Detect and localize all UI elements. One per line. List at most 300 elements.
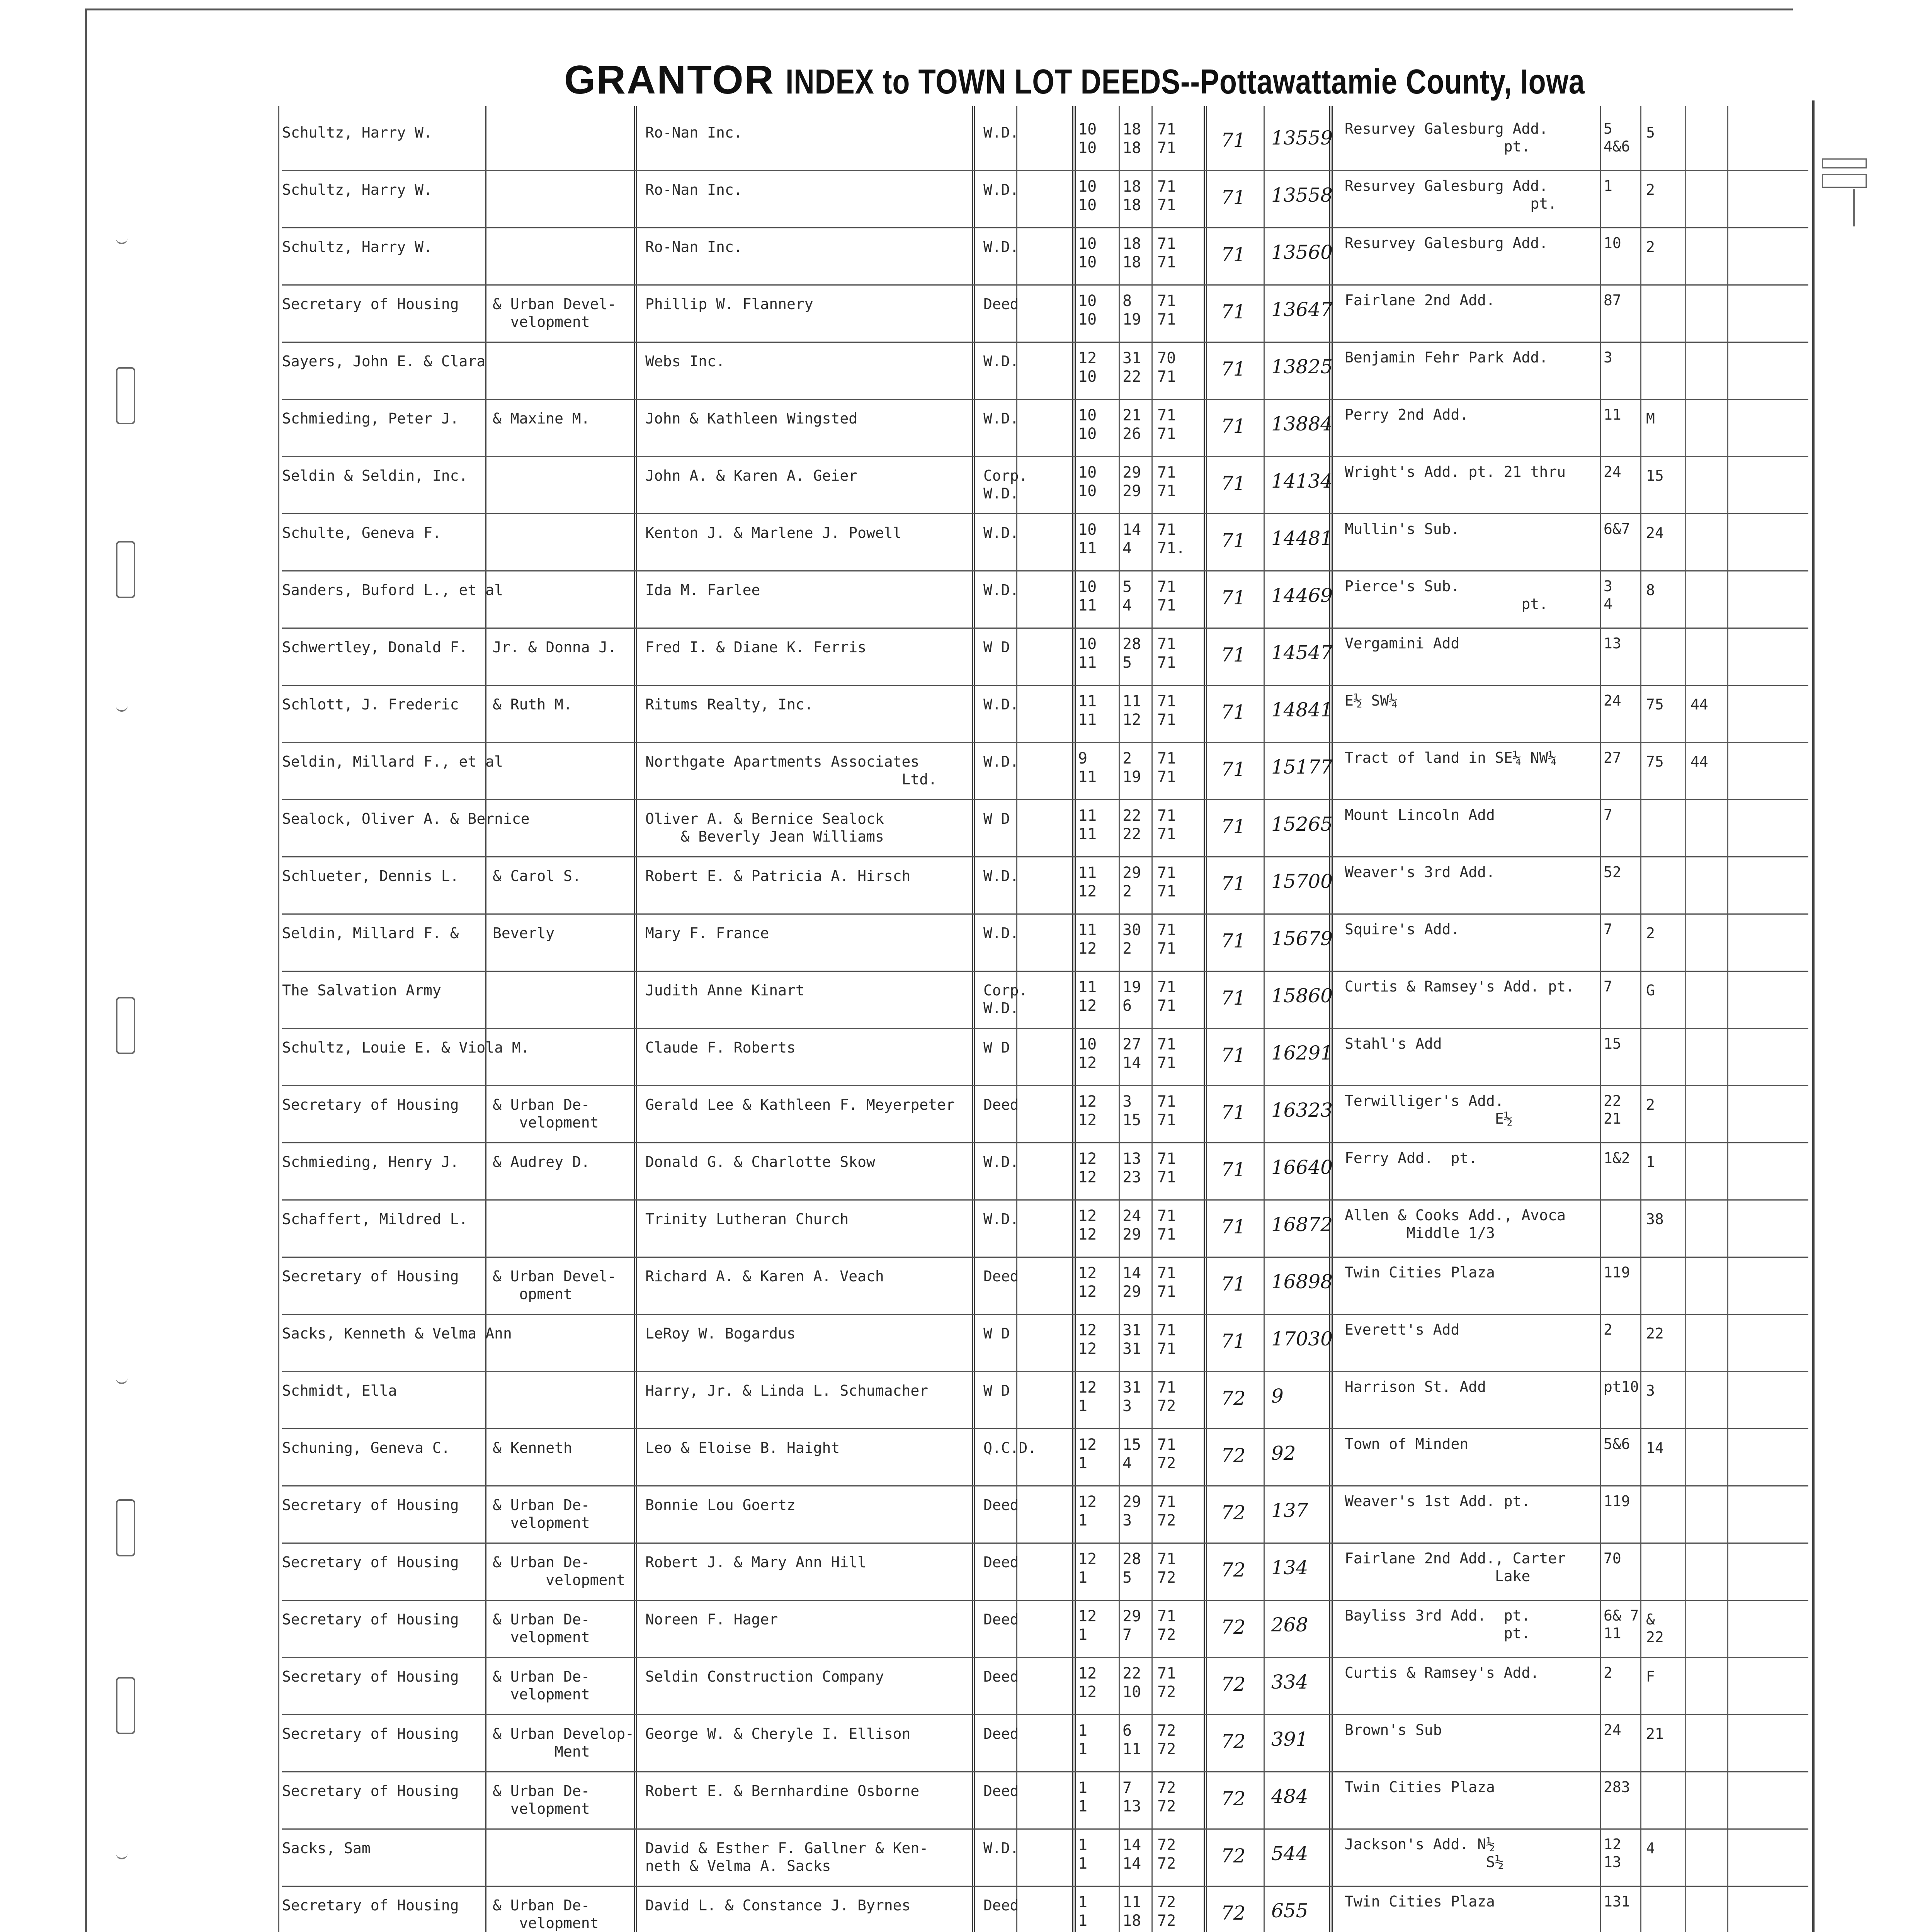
cell-m2: 10 — [1078, 139, 1097, 157]
cell-blk: G — [1646, 982, 1655, 999]
cell-lot: 3 — [1604, 349, 1612, 366]
binder-slot — [116, 1499, 135, 1556]
cell-grantee: Bonnie Lou Goertz — [645, 1497, 796, 1514]
cell-book: 71 — [1221, 1101, 1246, 1124]
cell-g1: Secretary of Housing — [282, 1897, 459, 1914]
cell-m1: 1 — [1078, 1779, 1088, 1797]
cell-book: 71 — [1221, 529, 1246, 552]
cell-d1: 29 — [1122, 1607, 1141, 1625]
row-divider — [282, 1142, 1808, 1143]
cell-d1: 31 — [1122, 1379, 1141, 1396]
cell-g1: Seldin, Millard F., et al — [282, 753, 503, 770]
cell-m1: 12 — [1078, 1150, 1097, 1168]
cell-grantee: Judith Anne Kinart — [645, 982, 804, 999]
cell-d1: 31 — [1122, 1321, 1141, 1339]
cell-lot: 1 — [1604, 177, 1612, 194]
row-divider — [282, 1657, 1808, 1658]
cell-grantee: Northgate Apartments Associates Ltd. — [645, 753, 937, 788]
cell-inst: W D — [983, 1382, 1010, 1399]
cell-m1: 10 — [1078, 1036, 1097, 1053]
cell-page: 16898 — [1271, 1270, 1333, 1293]
cell-g2: & Ruth M. — [493, 696, 572, 713]
row-divider — [282, 342, 1808, 343]
cell-sub: Stahl's Add — [1345, 1035, 1442, 1052]
cell-page: 15679 — [1271, 927, 1333, 950]
cell-y1: 71 — [1157, 578, 1176, 596]
cell-lot: pt10 — [1604, 1378, 1639, 1395]
table-row — [0, 230, 1932, 287]
cell-m1: 10 — [1078, 578, 1097, 596]
row-divider — [282, 456, 1808, 457]
cell-inst: Corp. W.D. — [983, 982, 1028, 1017]
cell-grantee: Noreen F. Hager — [645, 1611, 778, 1628]
cell-m2: 11 — [1078, 825, 1097, 843]
cell-m1: 11 — [1078, 921, 1097, 939]
cell-book: 71 — [1221, 186, 1246, 209]
cell-page: 16323 — [1271, 1099, 1333, 1121]
table-row — [0, 1031, 1932, 1088]
cell-g1: Schultz, Harry W. — [282, 238, 432, 255]
cell-blk: 1 — [1646, 1153, 1655, 1170]
cell-g1: Seldin & Seldin, Inc. — [282, 467, 468, 484]
cell-grantee: Seldin Construction Company — [645, 1668, 884, 1685]
cell-d1: 2 — [1122, 750, 1132, 767]
table-row — [0, 573, 1932, 631]
cell-sub: Town of Minden — [1345, 1435, 1469, 1452]
cell-d1: 28 — [1122, 1550, 1141, 1568]
cell-inst: Deed — [983, 1725, 1019, 1742]
row-divider — [282, 628, 1808, 629]
cell-m2: 1 — [1078, 1569, 1088, 1587]
cell-grantee: Claude F. Roberts — [645, 1039, 796, 1056]
cell-d2: 5 — [1122, 654, 1132, 672]
cell-lot: 131 — [1604, 1893, 1630, 1910]
cell-y1: 71 — [1157, 807, 1176, 825]
table-row — [0, 974, 1932, 1031]
cell-page: 17030 — [1271, 1328, 1333, 1350]
table-row — [0, 1374, 1932, 1431]
cell-blk: 22 — [1646, 1325, 1664, 1342]
cell-d1: 29 — [1122, 464, 1141, 481]
cell-page: 9 — [1271, 1385, 1284, 1407]
cell-g1: Seldin, Millard F. & — [282, 925, 459, 942]
table-row — [0, 345, 1932, 402]
cell-d2: 3 — [1122, 1512, 1132, 1529]
cell-d2: 3 — [1122, 1397, 1132, 1415]
cell-blk: 2 — [1646, 181, 1655, 198]
cell-y2: 71 — [1157, 768, 1176, 786]
cell-d1: 18 — [1122, 235, 1141, 253]
cell-grantee: Phillip W. Flannery — [645, 296, 813, 313]
cell-lot: 6&7 — [1604, 520, 1630, 537]
cell-m1: 12 — [1078, 1493, 1097, 1511]
cell-grantee: Trinity Lutheran Church — [645, 1211, 849, 1228]
cell-m2: 10 — [1078, 425, 1097, 443]
cell-d2: 22 — [1122, 825, 1141, 843]
cell-inst: W.D. — [983, 925, 1019, 942]
cell-inst: W.D. — [983, 582, 1019, 599]
cell-page: 334 — [1271, 1671, 1308, 1693]
table-row — [0, 459, 1932, 516]
cell-y2: 71 — [1157, 825, 1176, 843]
cell-sub: Curtis & Ramsey's Add. pt. — [1345, 978, 1575, 995]
row-divider — [282, 1371, 1808, 1372]
cell-sub: Perry 2nd Add. — [1345, 406, 1469, 423]
cell-sub: Resurvey Galesburg Add. — [1345, 235, 1548, 252]
binder-slot — [116, 367, 135, 424]
cell-d2: 18 — [1122, 139, 1141, 157]
row-divider — [282, 1771, 1808, 1772]
cell-d1: 22 — [1122, 807, 1141, 825]
cell-lot: 13 — [1604, 635, 1621, 652]
cell-d1: 14 — [1122, 1264, 1141, 1282]
cell-m2: 12 — [1078, 883, 1097, 900]
cell-lot: 24 — [1604, 692, 1621, 709]
cell-m2: 1 — [1078, 1454, 1088, 1472]
table-row — [0, 1317, 1932, 1374]
cell-grantee: Kenton J. & Marlene J. Powell — [645, 524, 902, 541]
cell-sub: Twin Cities Plaza — [1345, 1264, 1495, 1281]
table-row — [0, 1603, 1932, 1660]
cell-g2: & Maxine M. — [493, 410, 590, 427]
cell-g1: Sealock, Oliver A. & Bernice — [282, 810, 530, 827]
cell-m2: 1 — [1078, 1798, 1088, 1815]
cell-book: 71 — [1221, 872, 1246, 895]
cell-d1: 30 — [1122, 921, 1141, 939]
binder-slot — [116, 1677, 135, 1734]
cell-lot: 10 — [1604, 235, 1621, 252]
cell-inst: Deed — [983, 1611, 1019, 1628]
cell-d1: 5 — [1122, 578, 1132, 596]
cell-y1: 71 — [1157, 864, 1176, 882]
cell-book: 71 — [1221, 587, 1246, 609]
cell-lot: 12 13 — [1604, 1836, 1621, 1871]
cell-d1: 31 — [1122, 349, 1141, 367]
cell-sub: Mullin's Sub. — [1345, 520, 1460, 537]
cell-m2: 12 — [1078, 1226, 1097, 1243]
cell-page: 14547 — [1271, 641, 1333, 664]
cell-d2: 29 — [1122, 1226, 1141, 1243]
cell-grantee: Mary F. France — [645, 925, 769, 942]
cell-m2: 10 — [1078, 253, 1097, 271]
cell-d1: 7 — [1122, 1779, 1132, 1797]
row-divider — [282, 1257, 1808, 1258]
cell-d2: 19 — [1122, 311, 1141, 328]
cell-g2: & Urban Develop- Ment — [493, 1725, 634, 1760]
cell-inst: Deed — [983, 1897, 1019, 1914]
cell-g1: Schulte, Geneva F. — [282, 524, 441, 541]
cell-book: 72 — [1221, 1730, 1246, 1753]
cell-book: 71 — [1221, 415, 1246, 437]
cell-grantee: Donald G. & Charlotte Skow — [645, 1153, 875, 1170]
cell-d2: 6 — [1122, 997, 1132, 1015]
cell-d2: 10 — [1122, 1683, 1141, 1701]
table-row — [0, 173, 1932, 230]
cell-y2: 71 — [1157, 940, 1176, 957]
cell-page: 13559 — [1271, 127, 1333, 149]
table-row — [0, 802, 1932, 859]
cell-inst: W.D. — [983, 124, 1019, 141]
table-row — [0, 287, 1932, 345]
cell-d1: 15 — [1122, 1436, 1141, 1454]
cell-grantee: Robert E. & Patricia A. Hirsch — [645, 867, 911, 884]
cell-sub: Squire's Add. — [1345, 921, 1460, 938]
cell-y1: 71 — [1157, 978, 1176, 996]
cell-inst: W.D. — [983, 753, 1019, 770]
cell-lot: 1&2 — [1604, 1150, 1630, 1167]
cell-y1: 70 — [1157, 349, 1176, 367]
cell-y2: 71 — [1157, 311, 1176, 328]
cell-book: 72 — [1221, 1673, 1246, 1696]
row-divider — [282, 570, 1808, 571]
cell-g1: Schultz, Harry W. — [282, 124, 432, 141]
cell-d1: 27 — [1122, 1036, 1141, 1053]
cell-d2: 12 — [1122, 711, 1141, 729]
table-row — [0, 1717, 1932, 1774]
cell-m1: 12 — [1078, 1607, 1097, 1625]
cell-m1: 12 — [1078, 1264, 1097, 1282]
cell-g1: Secretary of Housing — [282, 1096, 459, 1113]
cell-blk: 3 — [1646, 1382, 1655, 1399]
cell-g2: & Urban De- velopment — [493, 1497, 590, 1531]
cell-y1: 71 — [1157, 921, 1176, 939]
cell-d2: 23 — [1122, 1168, 1141, 1186]
cell-d1: 19 — [1122, 978, 1141, 996]
cell-inst: W.D. — [983, 238, 1019, 255]
cell-sub: Resurvey Galesburg Add. pt. — [1345, 120, 1548, 155]
cell-grantee: Ida M. Farlee — [645, 582, 760, 599]
cell-inst: Corp. W.D. — [983, 467, 1028, 502]
table-row — [0, 1774, 1932, 1832]
cell-book: 71 — [1221, 1330, 1246, 1352]
cell-sec: 44 — [1690, 696, 1708, 713]
cell-sub: Allen & Cooks Add., Avoca Middle 1/3 — [1345, 1207, 1566, 1242]
cell-sub: Jackson's Add. N½ S½ — [1345, 1836, 1504, 1871]
table-row — [0, 688, 1932, 745]
cell-g1: Secretary of Housing — [282, 1268, 459, 1285]
cell-m2: 12 — [1078, 940, 1097, 957]
cell-blk: 5 — [1646, 124, 1655, 141]
cell-g1: Secretary of Housing — [282, 1668, 459, 1685]
row-divider — [282, 913, 1808, 915]
cell-lot: 119 — [1604, 1493, 1630, 1510]
cell-sub: Weaver's 3rd Add. — [1345, 864, 1495, 881]
cell-y1: 71 — [1157, 292, 1176, 310]
cell-book: 72 — [1221, 1616, 1246, 1638]
cell-g2: & Urban De- velopment — [493, 1611, 590, 1646]
cell-grantee: David & Esther F. Gallner & Ken- neth & Velma A. Sacks — [645, 1840, 929, 1874]
cell-sub: Mount Lincoln Add — [1345, 806, 1495, 823]
cell-y2: 71 — [1157, 1226, 1176, 1243]
cell-inst: W.D. — [983, 353, 1019, 370]
cell-blk: 15 — [1646, 467, 1664, 484]
cell-g2: & Kenneth — [493, 1439, 572, 1456]
cell-blk: 24 — [1646, 524, 1664, 541]
cell-book: 71 — [1221, 1158, 1246, 1181]
cell-g2: & Urban De- velopment — [493, 1096, 599, 1131]
table-row — [0, 1660, 1932, 1717]
table-row — [0, 1889, 1932, 1932]
cell-d1: 8 — [1122, 292, 1132, 310]
cell-sub: Curtis & Ramsey's Add. — [1345, 1664, 1539, 1681]
table-row — [0, 1488, 1932, 1546]
row-divider — [282, 799, 1808, 800]
cell-m1: 12 — [1078, 349, 1097, 367]
cell-d1: 29 — [1122, 864, 1141, 882]
cell-inst: W D — [983, 1039, 1010, 1056]
cell-inst: Deed — [983, 296, 1019, 313]
cell-d2: 5 — [1122, 1569, 1132, 1587]
table-row — [0, 859, 1932, 917]
row-divider — [282, 399, 1808, 400]
cell-inst: W.D. — [983, 1153, 1019, 1170]
row-divider — [282, 1314, 1808, 1315]
cell-y2: 71 — [1157, 368, 1176, 386]
cell-d1: 6 — [1122, 1722, 1132, 1740]
cell-inst: W.D. — [983, 410, 1019, 427]
cell-sub: Fairlane 2nd Add., Carter Lake — [1345, 1550, 1566, 1585]
cell-inst: W.D. — [983, 696, 1019, 713]
cell-grantee: Richard A. & Karen A. Veach — [645, 1268, 884, 1285]
cell-page: 14469 — [1271, 584, 1333, 607]
cell-y1: 71 — [1157, 121, 1176, 138]
cell-m2: 1 — [1078, 1626, 1088, 1644]
cell-sub: Terwilliger's Add. E½ — [1345, 1092, 1513, 1127]
cell-sub: Pierce's Sub. pt. — [1345, 578, 1548, 612]
table-row — [0, 516, 1932, 573]
cell-d1: 29 — [1122, 1493, 1141, 1511]
cell-d1: 21 — [1122, 406, 1141, 424]
cell-lot: 5 4&6 — [1604, 120, 1630, 155]
cell-m2: 1 — [1078, 1512, 1088, 1529]
cell-blk: 4 — [1646, 1840, 1655, 1857]
cell-g1: Sanders, Buford L., et al — [282, 582, 503, 599]
cell-m1: 12 — [1078, 1321, 1097, 1339]
cell-m1: 10 — [1078, 121, 1097, 138]
cell-d2: 11 — [1122, 1740, 1141, 1758]
table-row — [0, 745, 1932, 802]
cell-grantee: Ro-Nan Inc. — [645, 124, 743, 141]
row-divider — [282, 1085, 1808, 1086]
cell-m1: 10 — [1078, 235, 1097, 253]
cell-m1: 10 — [1078, 464, 1097, 481]
cell-lot: 7 — [1604, 921, 1612, 938]
cell-y2: 71 — [1157, 1340, 1176, 1358]
cell-y2: 71 — [1157, 1054, 1176, 1072]
cell-page: 137 — [1271, 1499, 1308, 1522]
cell-g1: The Salvation Army — [282, 982, 441, 999]
cell-inst: W.D. — [983, 181, 1019, 198]
row-divider — [282, 1543, 1808, 1544]
cell-y2: 71 — [1157, 711, 1176, 729]
cell-sub: Benjamin Fehr Park Add. — [1345, 349, 1548, 366]
cell-y1: 71 — [1157, 1493, 1176, 1511]
cell-y2: 71 — [1157, 139, 1176, 157]
row-divider — [282, 227, 1808, 228]
cell-grantee: Webs Inc. — [645, 353, 725, 370]
cell-m2: 12 — [1078, 1111, 1097, 1129]
cell-d2: 31 — [1122, 1340, 1141, 1358]
cell-m1: 12 — [1078, 1665, 1097, 1682]
cell-m2: 11 — [1078, 597, 1097, 614]
cell-d1: 13 — [1122, 1150, 1141, 1168]
cell-y2: 72 — [1157, 1454, 1176, 1472]
cell-d1: 14 — [1122, 521, 1141, 539]
cell-lot: 70 — [1604, 1550, 1621, 1567]
cell-m2: 10 — [1078, 482, 1097, 500]
cell-m1: 11 — [1078, 692, 1097, 710]
cell-page: 15265 — [1271, 813, 1333, 835]
table-row — [0, 1546, 1932, 1603]
cell-m2: 10 — [1078, 311, 1097, 328]
cell-book: 71 — [1221, 129, 1246, 151]
cell-blk: 2 — [1646, 925, 1655, 942]
cell-g1: Schlott, J. Frederic — [282, 696, 459, 713]
cell-g1: Secretary of Housing — [282, 1611, 459, 1628]
row-divider — [282, 1028, 1808, 1029]
cell-y2: 72 — [1157, 1855, 1176, 1872]
cell-blk: 2 — [1646, 1096, 1655, 1113]
cell-blk: & 22 — [1646, 1611, 1664, 1646]
cell-y1: 71 — [1157, 521, 1176, 539]
cell-d1: 28 — [1122, 635, 1141, 653]
table-row — [0, 631, 1932, 688]
cell-lot: 52 — [1604, 864, 1621, 881]
cell-g1: Schultz, Louie E. & Viola M. — [282, 1039, 530, 1056]
cell-y1: 71 — [1157, 1321, 1176, 1339]
cell-y1: 71 — [1157, 1036, 1176, 1053]
cell-d2: 18 — [1122, 1912, 1141, 1930]
cell-page: 16291 — [1271, 1042, 1333, 1064]
cell-sub: Ferry Add. pt. — [1345, 1150, 1478, 1167]
cell-book: 71 — [1221, 243, 1246, 266]
cell-page: 16872 — [1271, 1213, 1333, 1236]
cell-lot: 15 — [1604, 1035, 1621, 1052]
cell-g1: Secretary of Housing — [282, 296, 459, 313]
cell-d2: 29 — [1122, 1283, 1141, 1301]
cell-book: 71 — [1221, 987, 1246, 1009]
cell-g2: & Urban Devel- velopment — [493, 296, 617, 330]
cell-lot: 3 4 — [1604, 578, 1612, 612]
cell-y2: 71 — [1157, 1111, 1176, 1129]
cell-y2: 71 — [1157, 425, 1176, 443]
row-divider — [282, 1886, 1808, 1887]
cell-m1: 10 — [1078, 635, 1097, 653]
cell-grantee: David L. & Constance J. Byrnes — [645, 1897, 911, 1914]
cell-d2: 4 — [1122, 1454, 1132, 1472]
cell-page: 13647 — [1271, 298, 1333, 321]
cell-book: 71 — [1221, 472, 1246, 495]
cell-book: 72 — [1221, 1387, 1246, 1410]
cell-sub: Resurvey Galesburg Add. pt. — [1345, 177, 1557, 212]
cell-y1: 71 — [1157, 1607, 1176, 1625]
cell-y2: 72 — [1157, 1798, 1176, 1815]
page-title — [564, 57, 1585, 103]
cell-d1: 18 — [1122, 178, 1141, 196]
cell-d2: 13 — [1122, 1798, 1141, 1815]
cell-m2: 11 — [1078, 768, 1097, 786]
cell-y1: 71 — [1157, 1207, 1176, 1225]
cell-m1: 11 — [1078, 978, 1097, 996]
cell-grantee: Fred I. & Diane K. Ferris — [645, 639, 866, 656]
cell-grantee: Robert J. & Mary Ann Hill — [645, 1554, 866, 1571]
cell-inst: Deed — [983, 1668, 1019, 1685]
cell-m1: 12 — [1078, 1436, 1097, 1454]
cell-y2: 71 — [1157, 654, 1176, 672]
cell-sub: Bayliss 3rd Add. pt. pt. — [1345, 1607, 1531, 1642]
cell-sub: Fairlane 2nd Add. — [1345, 292, 1495, 309]
cell-lot: 2 — [1604, 1664, 1612, 1681]
